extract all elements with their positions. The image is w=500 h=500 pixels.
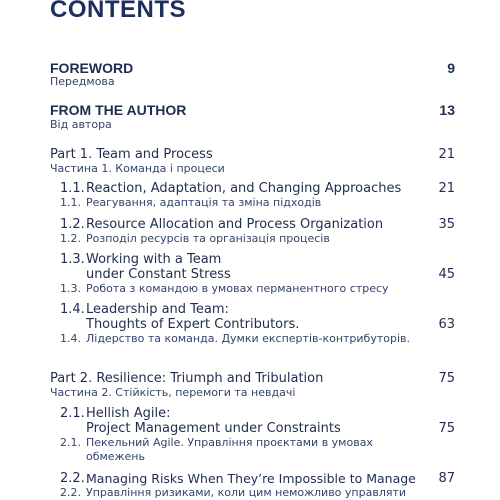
toc-entry-2-1[interactable] bbox=[0, 406, 500, 463]
toc-entry-title: Part 1. Team and Process bbox=[50, 147, 213, 162]
toc-entry-number: 1.3. bbox=[60, 252, 85, 267]
toc-entry-title: Managing Risks When They’re Impossible to Manage bbox=[86, 471, 416, 486]
toc-entry-title: Part 2. Resilience: Triumph and Tribulation bbox=[50, 371, 324, 386]
toc-entry-subtitle: Частина 2. Стійкість, перемоги та невдачі bbox=[50, 386, 296, 399]
toc-entry-foreword[interactable] bbox=[0, 60, 500, 88]
toc-entry-subtitle: Управління ризиками, коли цим неможливо управляти bbox=[86, 486, 407, 499]
toc-part-2[interactable] bbox=[0, 371, 500, 399]
toc-entry-page: 9 bbox=[447, 60, 455, 76]
toc-entry-subtitle: Лідерство та команда. Думки експертів-контрибуторів. bbox=[86, 332, 411, 345]
toc-entry-subnumber: 1.1. bbox=[60, 196, 81, 209]
toc-entry-1-4[interactable] bbox=[0, 302, 500, 345]
toc-entry-title: FROM THE AUTHOR bbox=[50, 102, 187, 118]
toc-entry-subnumber: 2.2. bbox=[60, 486, 81, 499]
toc-entry-subtitle: Передмова bbox=[50, 75, 115, 88]
toc-entry-page: 63 bbox=[438, 317, 455, 332]
toc-entry-1-2[interactable] bbox=[0, 217, 500, 245]
toc-entry-number: 1.2. bbox=[60, 217, 85, 232]
toc-entry-page: 21 bbox=[438, 181, 455, 196]
toc-entry-page: 13 bbox=[439, 102, 455, 118]
toc-entry-title-line2: under Constant Stress bbox=[86, 267, 231, 282]
toc-entry-2-2[interactable] bbox=[0, 471, 500, 499]
toc-entry-number: 2.2. bbox=[60, 471, 85, 486]
toc-entry-subtitle: Робота з командою в умовах перманентного стресу bbox=[86, 282, 389, 295]
toc-entry-subnumber: 1.2. bbox=[60, 232, 81, 245]
toc-entry-title-line1: Leadership and Team: bbox=[86, 302, 229, 317]
toc-entry-page: 35 bbox=[438, 217, 455, 232]
toc-entry-page: 21 bbox=[438, 147, 455, 162]
toc-entry-1-1[interactable] bbox=[0, 181, 500, 209]
toc-entry-title-line1: Working with a Team bbox=[86, 252, 222, 267]
toc-entry-subtitle: Розподіл ресурсів та організація процесів bbox=[86, 232, 330, 245]
toc-entry-title-line1: Hellish Agile: bbox=[86, 406, 171, 421]
toc-part-1[interactable] bbox=[0, 147, 500, 175]
toc-entry-1-3[interactable] bbox=[0, 252, 500, 295]
toc-entry-subnumber: 1.3. bbox=[60, 282, 81, 295]
toc-entry-subtitle: Частина 1. Команда і процеси bbox=[50, 162, 225, 175]
toc-entry-page: 45 bbox=[438, 267, 455, 282]
toc-entry-subtitle: Від автора bbox=[50, 118, 112, 131]
toc-entry-title: Reaction, Adaptation, and Changing Approaches bbox=[86, 181, 402, 196]
toc-entry-subtitle-line1: Пекельний Agile. Управління проєктами в умовах bbox=[86, 436, 373, 449]
toc-entry-subnumber: 1.4. bbox=[60, 332, 81, 345]
toc-entry-page: 87 bbox=[438, 471, 455, 486]
toc-entry-subtitle-line2: обмежень bbox=[86, 450, 145, 463]
toc-entry-page: 75 bbox=[438, 371, 455, 386]
toc-entry-subnumber: 2.1. bbox=[60, 436, 81, 449]
toc-entry-title-line2: Project Management under Constraints bbox=[86, 421, 341, 436]
toc-entry-title-line2: Thoughts of Expert Contributors. bbox=[86, 317, 300, 332]
toc-entry-title: Resource Allocation and Process Organization bbox=[86, 217, 384, 232]
toc-entry-from-the-author[interactable] bbox=[0, 102, 500, 131]
toc-entry-number: 1.4. bbox=[60, 302, 85, 317]
toc-entry-subtitle: Реагування, адаптація та зміна підходів bbox=[86, 196, 322, 209]
toc-entry-number: 2.1. bbox=[60, 406, 85, 421]
toc-entry-title: FOREWORD bbox=[50, 60, 134, 76]
toc-entry-page: 75 bbox=[438, 421, 455, 436]
toc-entry-number: 1.1. bbox=[60, 181, 85, 196]
contents-heading: CONTENTS bbox=[50, 0, 186, 23]
